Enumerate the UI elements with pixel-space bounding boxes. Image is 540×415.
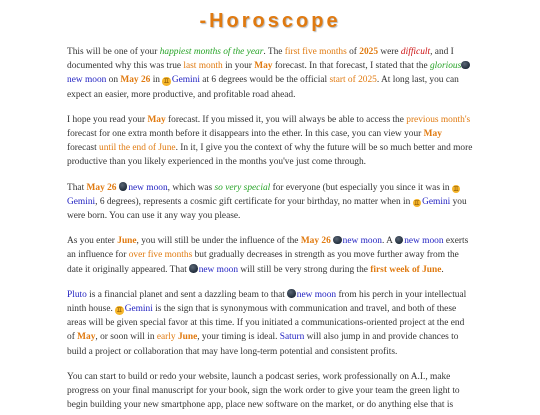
text: forecast. If you missed it, you will always be able to access the xyxy=(165,114,407,125)
text: of xyxy=(346,47,360,57)
start-of-year-highlight: start of 2025 xyxy=(329,75,377,86)
so-very-special-emphasis: so very special xyxy=(214,182,271,193)
may-highlight: May xyxy=(423,129,442,140)
gemini-term: Gemini xyxy=(67,196,96,207)
paragraph-5 xyxy=(67,288,473,359)
text: I hope you read your xyxy=(67,114,148,125)
may-highlight: May xyxy=(147,114,166,125)
text: is the sign that is synonymous with communication and travel, and both of these areas will be given special favor at this time. If you initiated a communications-oriented project at the end of xyxy=(67,304,465,343)
date-highlight: May 26 xyxy=(120,75,151,86)
text: , your timing is ideal. xyxy=(197,332,280,343)
may-highlight: May xyxy=(254,61,273,72)
date-highlight: May 26 xyxy=(86,182,117,193)
text: . xyxy=(441,264,444,275)
horoscope-page xyxy=(0,10,540,415)
article-body xyxy=(0,45,540,412)
paragraph-3 xyxy=(67,181,473,224)
new-moon-term: new moon xyxy=(342,236,382,247)
new-moon-term: new moon xyxy=(404,236,444,247)
new-moon-icon xyxy=(189,264,198,273)
june-highlight: June xyxy=(117,236,137,247)
text: , 6 degrees), represents a cosmic gift certificate for your birthday, no matter when in xyxy=(95,196,413,207)
text: . A xyxy=(381,236,395,247)
early-highlight: early xyxy=(156,332,178,343)
new-moon-term: new moon xyxy=(198,264,239,275)
date-highlight: May 26 xyxy=(300,236,331,247)
text: forecast. In that forecast, I stated that the xyxy=(272,61,430,72)
new-moon-icon xyxy=(287,289,296,298)
text: from his perch in your intellectual ninth house. xyxy=(67,289,467,315)
text: will also jump in and provide chances to build a project or collaboration that may have long-term potential and consistent profits. xyxy=(67,332,459,357)
gemini-term: Gemini xyxy=(422,196,451,207)
new-moon-term: new moon xyxy=(296,289,337,300)
text: were xyxy=(378,47,401,57)
gemini-icon: ♊ xyxy=(116,306,123,315)
new-moon-term: new moon xyxy=(67,75,107,86)
new-moon-icon xyxy=(333,236,342,245)
paragraph-6 xyxy=(67,370,473,413)
text: , you will still be under the influence of the xyxy=(136,236,301,247)
text: , or soon will in xyxy=(95,332,157,343)
text: but gradually decreases in strength as you move further away from the date it originally appeared. That xyxy=(67,250,459,275)
difficult-emphasis: difficult xyxy=(400,47,431,57)
previous-month-highlight: previous month's xyxy=(406,114,471,125)
paragraph-2 xyxy=(67,113,473,170)
text: , and I documented why this was true xyxy=(67,47,454,72)
june-highlight: June xyxy=(177,332,198,343)
text: you were born. You can use it any way you please. xyxy=(67,196,467,222)
text: forecast xyxy=(67,143,100,154)
new-moon-icon xyxy=(461,61,470,70)
text: on xyxy=(106,75,121,86)
first-week-of-june-highlight: first week of June xyxy=(370,264,442,275)
glorious-emphasis: glorious xyxy=(429,61,462,72)
saturn-term: Saturn xyxy=(279,332,305,343)
gemini-term: Gemini xyxy=(124,304,153,315)
text: will still be very strong during the xyxy=(238,264,371,275)
year-highlight: 2025 xyxy=(359,47,379,57)
text: This will be one of your xyxy=(67,47,160,57)
paragraph-4 xyxy=(67,234,473,277)
last-month-highlight: last month xyxy=(183,61,223,72)
text: for everyone (but especially you since it was in xyxy=(270,182,452,193)
gemini-icon: ♊ xyxy=(453,184,460,193)
text: forecast for one extra month before it disappears into the ether. In this case, you can view your xyxy=(67,129,424,140)
text: As you enter xyxy=(67,236,118,247)
text: in xyxy=(150,75,163,86)
gemini-term: Gemini xyxy=(171,75,200,86)
happiest-months-emphasis: happiest months of the year xyxy=(159,47,264,57)
first-five-months-highlight: first five months xyxy=(284,47,347,57)
gemini-icon: ♊ xyxy=(163,77,170,86)
text: . The xyxy=(263,47,285,57)
text: at 6 degrees would be the official xyxy=(199,75,330,86)
text: in your xyxy=(222,61,255,72)
new-moon-term: new moon xyxy=(128,182,168,193)
paragraph-1 xyxy=(67,45,473,102)
may-highlight: May xyxy=(77,332,96,343)
text: You can start to build or redo your website, launch a podcast series, work professionally on A.I., make progress on your final manuscript for your book, sign the work order to give your team the green light to begin building your new smartphone app, place new software on the market, or do anything else that is xyxy=(67,371,460,411)
new-moon-icon xyxy=(395,236,404,245)
text: exerts an influence for xyxy=(67,236,469,261)
new-moon-icon xyxy=(119,182,128,191)
text: is a financial planet and sent a dazzling beam to that xyxy=(86,289,288,300)
text: That xyxy=(67,182,87,193)
text: . At long last, you can expect an easier, more productive, and profitable road ahead. xyxy=(67,75,459,100)
page-title: -Horoscope xyxy=(199,10,341,32)
until-end-of-june-highlight: until the end of June xyxy=(99,143,176,154)
text: . In it, I give you the context of why the future will be so much better and more productive than you likely experienced in the months you've just come through. xyxy=(67,143,473,168)
pluto-term: Pluto xyxy=(67,289,87,300)
text: , which was xyxy=(167,182,215,193)
over-five-months-highlight: over five months xyxy=(128,250,193,261)
gemini-icon: ♊ xyxy=(413,198,420,207)
